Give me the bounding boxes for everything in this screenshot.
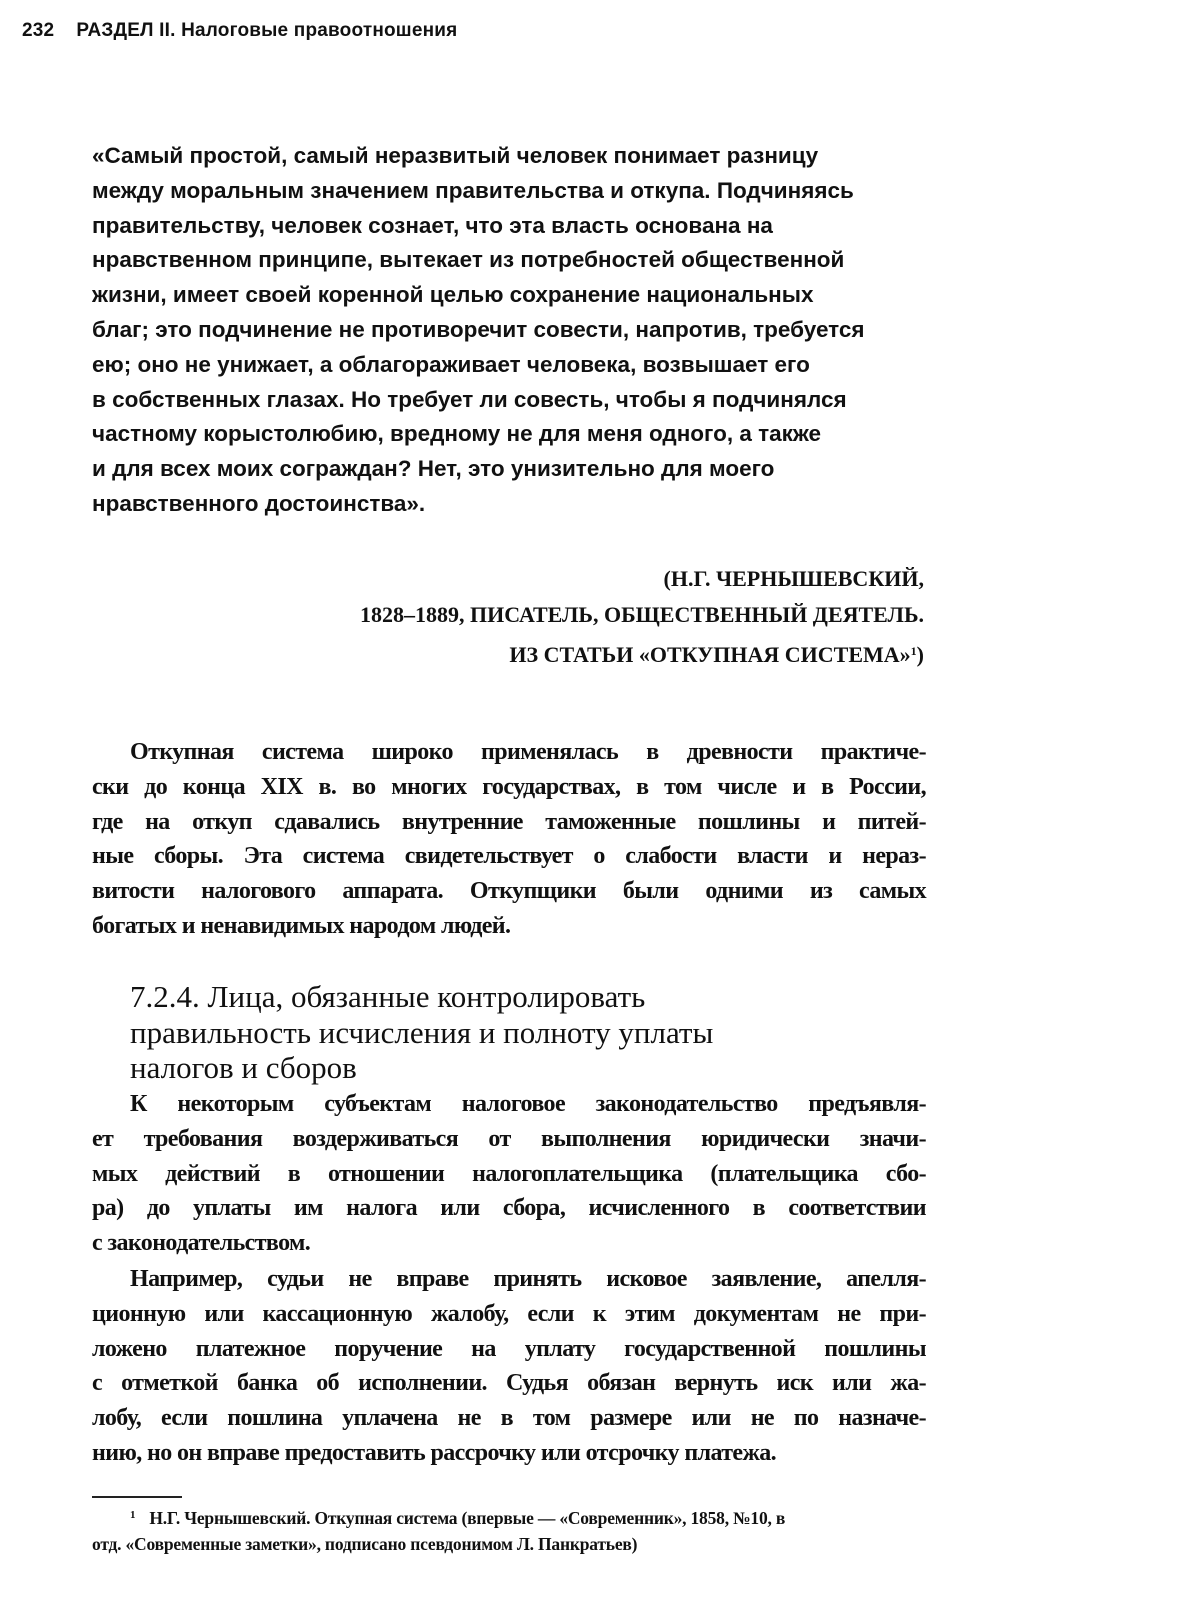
page-number: 232 [22,20,55,41]
section-heading-7-2-4 [130,979,713,1086]
paragraph-otkup-history [92,735,926,944]
paragraph-line: К некоторым субъектам налоговое законодательство предъявля- [130,1091,926,1117]
epigraph-line: нравственном принципе, вытекает из потребностей общественной [92,247,845,273]
epigraph-line: частному корыстолюбию, вредному не для меня одного, а также [92,421,822,447]
paragraph-obligations [92,1087,926,1261]
attribution-source-text: ИЗ СТАТЬИ «ОТКУПНАЯ СИСТЕМА» [509,642,911,667]
paragraph-line: богатых и ненавидимых народом людей. [92,912,511,939]
paragraph-court-example [92,1262,926,1471]
paragraph-line: ски до конца XIX в. во многих государствах, в том числе и в России, [92,773,926,800]
epigraph-line: правительству, человек сознает, что эта власть основана на [92,212,773,238]
footnote-mark: 1 [130,1509,136,1521]
attribution-source [200,633,924,673]
heading-line: правильность исчисления и полноту уплаты [130,1014,714,1050]
paragraph-line: витости налогового аппарата. Откупщики были одними из самых [92,878,926,905]
running-title: РАЗДЕЛ II. Налоговые правоотношения [76,20,458,41]
paragraph-line: ра) до уплаты им налога или сбора, исчисленного в соответствии [92,1195,926,1222]
epigraph-line: и для всех моих сограждан? Нет, это унизительно для моего [92,456,775,482]
running-head [22,20,457,42]
footnote-text: Н.Г. Чернышевский. Откупная система (впервые — «Современник», 1858, №10, в [149,1508,786,1528]
attribution-author: (Н.Г. ЧЕРНЫШЕВСКИЙ, [663,566,924,591]
attribution-description: 1828–1889, ПИСАТЕЛЬ, ОБЩЕСТВЕННЫЙ ДЕЯТЕЛЬ. [360,602,924,627]
footnote-text-continued: отд. «Современные заметки», подписано псевдонимом Л. Панкратьев) [92,1534,638,1554]
epigraph-line: «Самый простой, самый неразвитый человек понимает разницу [92,143,819,168]
paragraph-line: ные сборы. Эта система свидетельствует о слабости власти и нераз- [92,843,926,870]
paragraph-line: нию, но он вправе предоставить рассрочку или отсрочку платежа. [92,1439,777,1466]
footnote [92,1502,926,1557]
heading-line: 7.2.4. Лица, обязанные контролировать [130,979,646,1014]
paragraph-line: ет требования воздерживаться от выполнения юридически значи- [92,1125,926,1152]
epigraph-line: между моральным значением правительства и откупа. Подчиняясь [92,177,854,203]
paragraph-line: мых действий в отношении налогоплательщика (плательщика сбо- [92,1160,926,1187]
paragraph-line: ложено платежное поручение на уплату государственной пошлины [92,1335,926,1362]
epigraph-line: ею; оно не унижает, а облагораживает человека, возвышает его [92,351,810,377]
heading-line: налогов и сборов [130,1050,357,1085]
paragraph-line: ционную или кассационную жалобу, если к этим документам не при- [92,1300,926,1327]
paragraph-line: с законодательством. [92,1230,311,1257]
paragraph-line: лобу, если пошлина уплачена не в том размере или не по назначе- [92,1405,926,1432]
attribution-close-paren: ) [916,642,924,667]
footnote-divider [92,1496,182,1498]
epigraph-line: жизни, имеет своей коренной целью сохранение национальных [92,282,814,308]
paragraph-line: Откупная система широко применялась в древности практиче- [130,739,926,765]
epigraph-attribution [200,561,924,673]
epigraph-quote [92,139,932,522]
paragraph-line: с отметкой банка об исполнении. Судья обязан вернуть иск или жа- [92,1370,926,1397]
paragraph-line: где на откуп сдавались внутренние таможенные пошлины и питей- [92,808,926,835]
footnote-reference[interactable]: 1 [910,644,917,658]
epigraph-line: нравственного достоинства». [92,490,426,516]
epigraph-line: в собственных глазах. Но требует ли совесть, чтобы я подчинялся [92,386,847,412]
epigraph-line: благ; это подчинение не противоречит совести, напротив, требуется [92,316,865,342]
paragraph-line: Например, судьи не вправе принять исковое заявление, апелля- [130,1266,926,1292]
